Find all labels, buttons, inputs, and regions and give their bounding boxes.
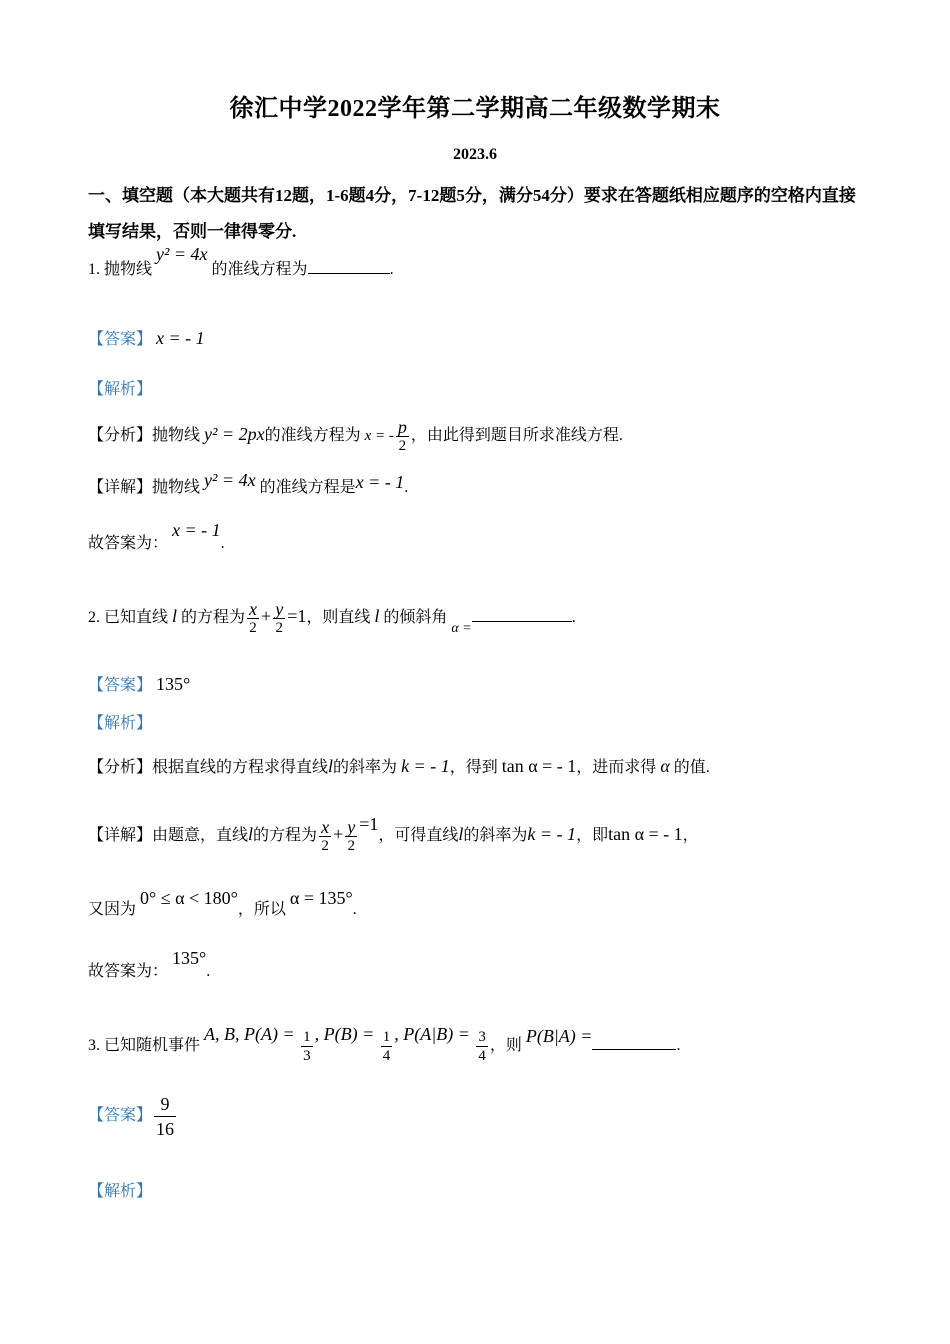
q1-detail-ans: x = - 1: [355, 472, 405, 492]
q2-fenxi-l: l: [328, 756, 334, 776]
fraction-x-over-2: [319, 818, 331, 855]
q3-after: ，则: [489, 1037, 522, 1055]
q2-fenxi-b: 的斜率为: [333, 759, 398, 776]
q1-final: [88, 520, 888, 553]
q2-final: [88, 948, 888, 981]
q2-after-eq: ，则直线: [306, 609, 371, 627]
q2-detail-c: ，可得直线: [378, 827, 459, 845]
fraction-y-over-2: [273, 600, 285, 637]
frac-den: 16: [156, 1119, 175, 1139]
q2-detail-eq-rhs: =1: [359, 814, 379, 835]
q2-after-l: 的倾斜角: [383, 609, 448, 627]
q2-detail-l2: l: [458, 824, 464, 845]
detail-tag: 【详解】: [88, 827, 153, 845]
fraction-3-over-4: [476, 1028, 488, 1065]
fraction-y-over-2: [345, 818, 357, 855]
q2-fenxi-d: ，进而求得: [576, 759, 657, 776]
fraction-x-over-2: [247, 600, 259, 637]
q1-formula: y² = 4x: [156, 244, 208, 264]
answer-tag: 【答案】: [88, 1107, 153, 1125]
question-2: 2. 已知直线 l 的方程为 $\frac{x}{2}$ + $\frac{y}{2}$ =1，则直线 l 的倾斜角 α =.: [88, 599, 576, 637]
q2-prefix: 2. 已知直线: [88, 609, 169, 627]
question-3: [88, 1024, 888, 1065]
q2-final-a: 故答案为：: [88, 963, 169, 980]
q2-l-2: l: [374, 606, 380, 627]
q2-detail: 【详解】由题意，直线l的方程为 $\frac{x}{2}$ + $\frac{y}{2}$ =1，可得直线l的斜率为k = - 1，即tan α = - 1，: [88, 814, 699, 854]
q2-also-end: .: [352, 901, 357, 918]
q2-detail-f: ，: [682, 827, 699, 845]
q3-pb: , P(B) =: [314, 1024, 379, 1045]
answer-tag: 【答案】: [88, 677, 153, 694]
answer-tag: 【答案】: [88, 331, 153, 348]
q2-final-ans: 135°: [172, 948, 207, 968]
frac-num: y: [275, 599, 284, 619]
frac-num: 9: [154, 1092, 176, 1117]
q1-answer-line: [88, 326, 888, 349]
q2-final-end: .: [206, 963, 211, 980]
frac-num: x: [249, 599, 258, 619]
q2-also: [88, 888, 888, 919]
q3-answer-line: [88, 1092, 888, 1141]
q2-fenxi: [88, 754, 888, 777]
q1-detail-a: 抛物线: [152, 479, 201, 496]
fraction-1-over-3: [301, 1028, 313, 1065]
q3-analysis-tag: [88, 1178, 888, 1201]
q2-l: l: [172, 606, 178, 627]
q2-fenxi-a: 根据直线的方程求得直线: [152, 759, 329, 776]
frac-den: 2: [398, 438, 407, 454]
q2-detail-a: 由题意，直线: [152, 827, 249, 845]
q1-final-end: .: [220, 535, 225, 552]
q1-final-a: 故答案为：: [88, 535, 169, 552]
q1-detail: [88, 470, 888, 497]
q1-analysis-tag: [88, 376, 888, 399]
q1-fenxi-b: 的准线方程为: [264, 427, 361, 445]
q2-detail-k: k = - 1: [527, 824, 577, 845]
q2-answer-line: [88, 672, 888, 695]
frac-den: 2: [347, 838, 355, 854]
q2-answer: 135°: [156, 674, 191, 694]
q2-also-b: ，所以: [237, 901, 286, 918]
q2-also-res: α = 135°: [289, 888, 353, 908]
q2-detail-tan: tan α = - 1: [608, 824, 683, 845]
frac-num: 3: [478, 1029, 486, 1045]
q1-fenxi-formula: y² = 2px: [204, 424, 265, 445]
q1-fenxi-a: 抛物线: [152, 427, 201, 445]
q3-ask: P(B|A) =: [525, 1026, 593, 1047]
frac-den: 2: [321, 838, 329, 854]
q1-fenxi-c: ，由此得到题目所求准线方程.: [410, 427, 623, 445]
q1-answer: x = - 1: [156, 328, 205, 348]
fenxi-tag: 【分析】: [88, 427, 153, 445]
q3-prefix: 3. 已知随机事件: [88, 1037, 201, 1055]
fenxi-tag: 【分析】: [88, 759, 153, 776]
frac-den: 4: [382, 1048, 391, 1064]
frac-num: x: [321, 817, 330, 837]
q2-fenxi-tan: tan α = - 1: [501, 756, 577, 776]
q2-fenxi-alpha: α: [660, 756, 670, 776]
frac-den: 2: [249, 620, 257, 636]
analysis-tag: 【解析】: [88, 715, 153, 732]
answer-blank: [592, 1049, 676, 1050]
exam-date: 2023.6: [453, 146, 497, 163]
q2-mid: 的方程为: [181, 609, 246, 627]
q2-also-a: 又因为: [88, 901, 137, 918]
q2-alpha-eq: α =: [451, 621, 472, 637]
q1-end: .: [389, 261, 394, 278]
answer-blank: [308, 273, 390, 274]
q2-detail-b: 的方程为: [253, 827, 318, 845]
q1-detail-b: 的准线方程是: [259, 479, 356, 496]
detail-tag: 【详解】: [88, 479, 153, 496]
analysis-tag: 【解析】: [88, 381, 153, 398]
q3-end: .: [676, 1037, 681, 1055]
q1-prefix: 1. 抛物线: [88, 261, 153, 278]
analysis-tag: 【解析】: [88, 1183, 153, 1200]
q2-fenxi-c: ，得到: [449, 759, 498, 776]
q3-events: A, B, P(A) =: [204, 1024, 300, 1045]
question-1: [88, 244, 888, 279]
q1-final-ans: x = - 1: [172, 520, 221, 540]
q3-pab: , P(A|B) =: [394, 1024, 475, 1045]
q1-suffix: 的准线方程为: [211, 261, 308, 278]
page-title: 徐汇中学2022学年第二学期高二年级数学期末: [229, 96, 721, 122]
q1-fenxi: 【分析】抛物线 y² = 2px的准线方程为 x = - $\frac{p}{2}$ ，由此得到题目所求准线方程.: [88, 417, 623, 454]
frac-den: 2: [275, 620, 283, 636]
q1-detail-formula: y² = 4x: [204, 470, 256, 490]
q1-detail-end: .: [404, 479, 409, 496]
q2-also-ineq: 0° ≤ α < 180°: [140, 888, 238, 908]
q2-end: .: [571, 609, 576, 627]
q2-detail-d: 的斜率为: [463, 827, 528, 845]
frac-num: 1: [382, 1029, 391, 1045]
q2-fenxi-e: 的值.: [673, 759, 710, 776]
frac-den: 3: [303, 1048, 311, 1064]
section-heading: 一、填空题（本大题共有12题，1-6题4分，7-12题5分，满分54分）要求在答题纸相应题序的空格内直接填写结果，否则一律得零分.: [88, 186, 856, 241]
fraction-1-over-4: [381, 1028, 393, 1065]
answer-blank: [472, 621, 572, 622]
frac-num: y: [347, 817, 356, 837]
fraction-p-over-2: [396, 418, 409, 455]
q2-eq-rhs: =1: [287, 606, 307, 627]
frac-den: 4: [478, 1048, 486, 1064]
q2-fenxi-k: k = - 1: [401, 756, 450, 776]
q2-detail-e: ，即: [576, 827, 609, 845]
frac-num: p: [397, 417, 407, 437]
q3-answer-fraction: [154, 1092, 176, 1141]
q2-detail-l: l: [248, 824, 254, 845]
q2-analysis-tag: [88, 710, 888, 733]
frac-num: 1: [303, 1029, 311, 1045]
